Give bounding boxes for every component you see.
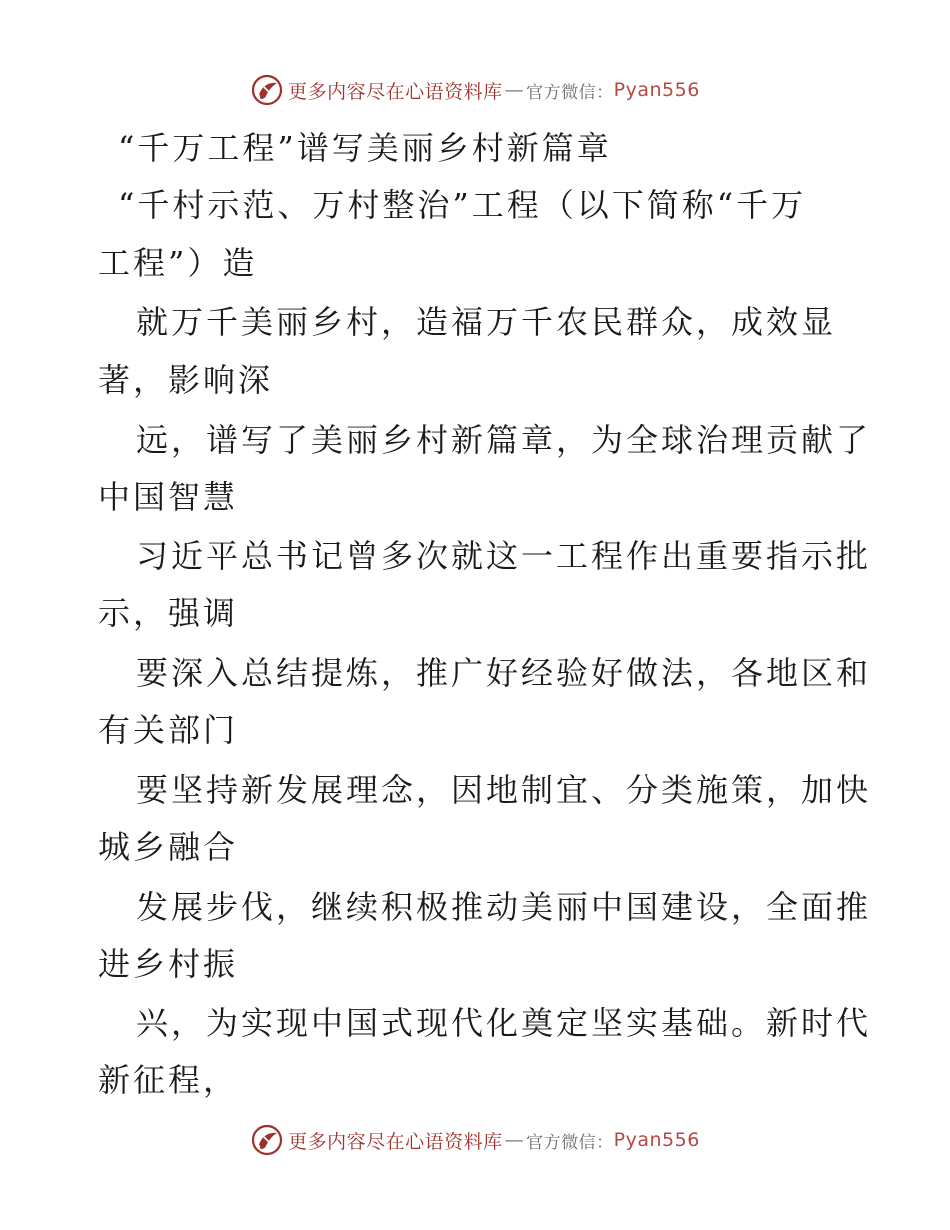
paragraph-line: 新征程， xyxy=(98,1061,239,1099)
paragraph-line: 远，谱写了美丽乡村新篇章，为全球治理贡献了 xyxy=(136,421,872,459)
paragraph-line: 工程”）造 xyxy=(98,244,258,282)
footer-suffix: 官方微信： xyxy=(526,1132,614,1153)
paragraph-line: 有关部门 xyxy=(98,711,239,749)
document-title: “千万工程”谱写美丽乡村新篇章 xyxy=(118,129,612,167)
paragraph-line: 发展步伐，继续积极推动美丽中国建设，全面推 xyxy=(136,888,872,926)
paragraph-line: 要深入总结提炼，推广好经验好做法，各地区和 xyxy=(136,654,872,692)
paragraph-line: 中国智慧 xyxy=(98,478,239,516)
paragraph-line: 著，影响深 xyxy=(98,361,274,399)
paragraph-line: 兴，为实现中国式现代化奠定坚实基础。新时代 xyxy=(136,1004,872,1042)
footer-dash: — xyxy=(504,1129,525,1151)
paragraph-line: 就万千美丽乡村，造福万千农民群众，成效显 xyxy=(136,303,837,341)
paragraph-line: 城乡融合 xyxy=(98,828,239,866)
header-text: 更多内容尽在心语资料库 xyxy=(288,80,503,103)
footer-wechat-id: Pyan556 xyxy=(613,1129,700,1151)
header-dash: — xyxy=(504,79,525,101)
brand-logo-icon xyxy=(250,1123,284,1157)
paragraph-line: “千村示范、万村整治”工程（以下简称“千万 xyxy=(118,186,807,224)
footer-text: 更多内容尽在心语资料库 xyxy=(288,1130,503,1153)
header-suffix: 官方微信： xyxy=(526,82,614,103)
paragraph-line: 习近平总书记曾多次就这一工程作出重要指示批 xyxy=(136,537,872,575)
footer-banner xyxy=(0,1120,950,1160)
paragraph-line: 进乡村振 xyxy=(98,945,239,983)
header-wechat-id: Pyan556 xyxy=(613,79,700,101)
brand-logo-icon xyxy=(250,73,284,107)
paragraph-line: 要坚持新发展理念，因地制宜、分类施策，加快 xyxy=(136,771,872,809)
header-banner xyxy=(0,70,950,110)
paragraph-line: 示，强调 xyxy=(98,594,239,632)
